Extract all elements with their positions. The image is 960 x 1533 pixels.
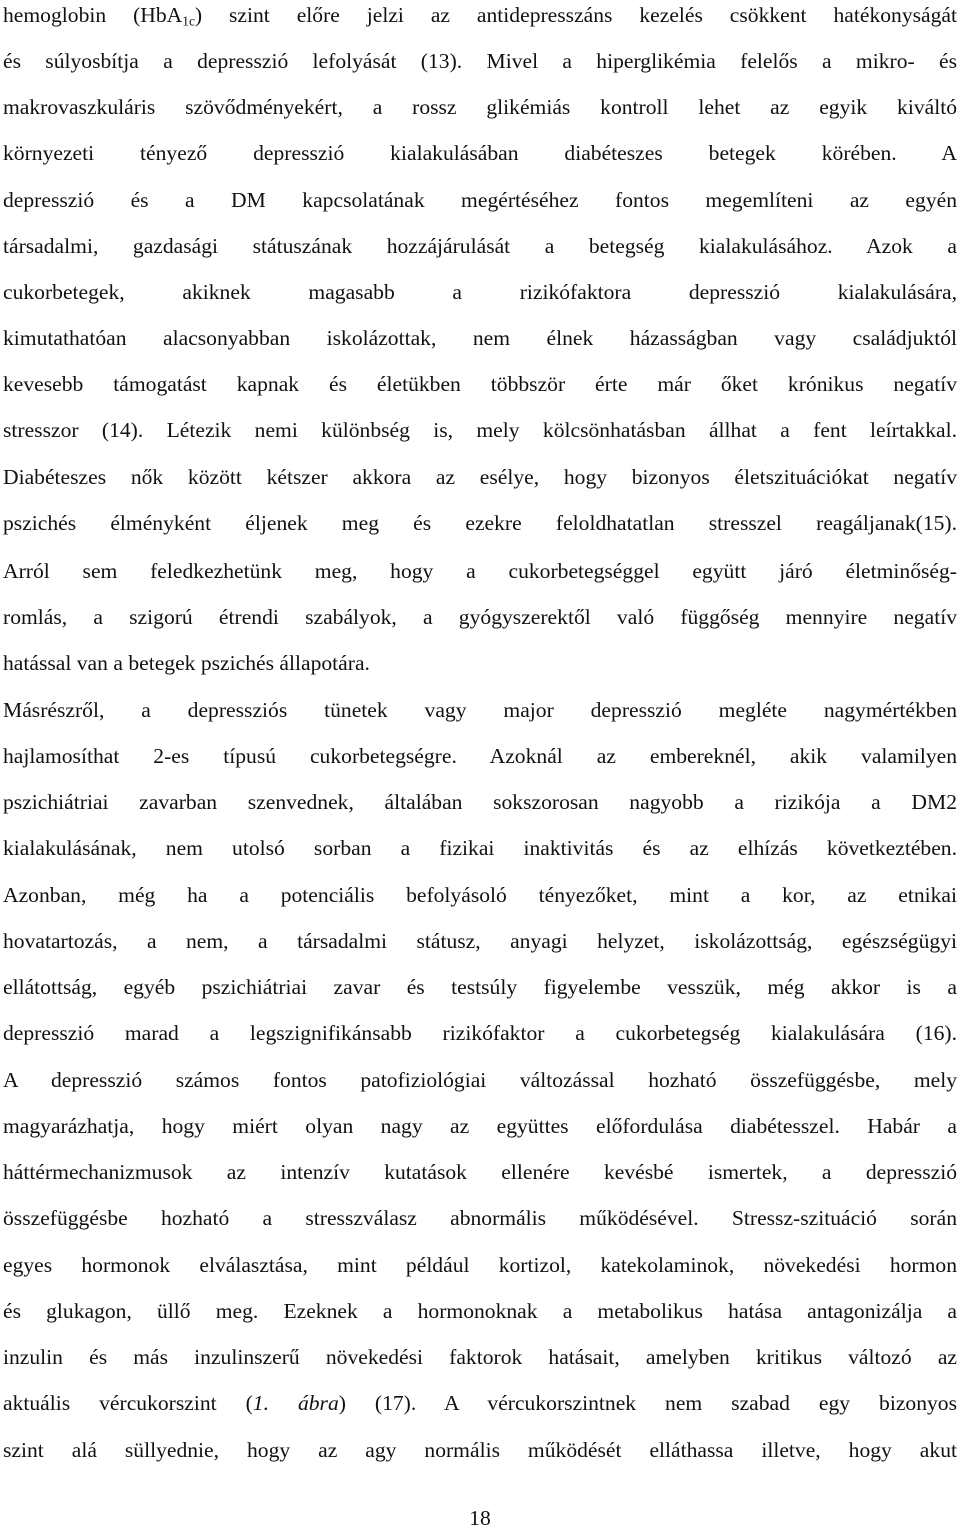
text-line: háttérmechanizmusok az intenzív kutatások ellenére kevésbé ismertek, a depresszió	[3, 1160, 957, 1184]
text-line: A depresszió számos fontos patofiziológiai változással hozható összefüggésbe, mely	[3, 1068, 957, 1092]
text-line: és glukagon, üllő meg. Ezeknek a hormonoknak a metabolikus hatása antagonizálja a	[3, 1299, 957, 1323]
text-line: és súlyosbítja a depresszió lefolyását (13). Mivel a hiperglikémia felelős a mikro- és	[3, 49, 957, 73]
text-line: kialakulásának, nem utolsó sorban a fizikai inaktivitás és az elhízás következtében.	[3, 836, 957, 860]
text-line: kevesebb támogatást kapnak és életükben többször érte már őket krónikus negatív	[3, 372, 957, 396]
text-line: pszichiátriai zavarban szenvednek, általában sokszorosan nagyobb a rizikója a DM2	[3, 790, 957, 814]
text-line: depresszió marad a legszignifikánsabb rizikófaktor a cukorbetegség kialakulására (16).	[3, 1021, 957, 1045]
text-line: szint alá süllyednie, hogy az agy normális működését elláthassa illetve, hogy akut	[3, 1438, 957, 1462]
text-line: ellátottság, egyéb pszichiátriai zavar és testsúly figyelembe vesszük, még akkor is a	[3, 975, 957, 999]
text-line: hemoglobin (HbA$_{1c}$) szint előre jelzi az antidepresszáns kezelés csökkent hatékonyságát	[3, 3, 957, 29]
text-line: hajlamosíthat 2-es típusú cukorbetegségre. Azoknál az embereknél, akik valamilyen	[3, 744, 957, 768]
text-line: hatással van a betegek pszichés állapotára.	[3, 651, 370, 675]
text-line: kimutathatóan alacsonyabban iskolázottak, nem élnek házasságban vagy családjuktól	[3, 326, 957, 350]
text-line: összefüggésbe hozható a stresszválasz abnormális működésével. Stressz-szituáció során	[3, 1206, 957, 1230]
text-line: depresszió és a DM kapcsolatának megértéséhez fontos megemlíteni az egyén	[3, 188, 957, 212]
text-line: stresszor (14). Létezik nemi különbség is, mely kölcsönhatásban állhat a fent leírtakkal.	[3, 418, 957, 442]
text-line: hovatartozás, a nem, a társadalmi státusz, anyagi helyzet, iskolázottság, egészségügyi	[3, 929, 957, 953]
text-line: egyes hormonok elválasztása, mint például kortizol, katekolaminok, növekedési hormon	[3, 1253, 957, 1277]
text-line: Azonban, még ha a potenciális befolyásoló tényezőket, mint a kor, az etnikai	[3, 883, 957, 907]
text-line: inzulin és más inzulinszerű növekedési faktorok hatásait, amelyben kritikus változó az	[3, 1345, 957, 1369]
text-line: romlás, a szigorú étrendi szabályok, a gyógyszerektől való függőség mennyire negatív	[3, 605, 957, 629]
page-number: 18	[469, 1506, 491, 1530]
text-line: pszichés élményként éljenek meg és ezekre feloldhatatlan stresszel reagáljanak(15).	[3, 511, 957, 535]
text-line: makrovaszkuláris szövődményekért, a rossz glikémiás kontroll lehet az egyik kiváltó	[3, 95, 957, 119]
text-line: magyarázhatja, hogy miért olyan nagy az együttes előfordulása diabétesszel. Habár a	[3, 1114, 957, 1138]
text-line: társadalmi, gazdasági státuszának hozzájárulását a betegség kialakulásához. Azok a	[3, 234, 957, 258]
text-line: aktuális vércukorszint (1. ábra) (17). A vércukorszintnek nem szabad egy bizonyos	[3, 1391, 957, 1415]
text-line: környezeti tényező depresszió kialakulásában diabéteszes betegek körében. A	[3, 141, 957, 165]
text-line: Másrészről, a depressziós tünetek vagy major depresszió megléte nagymértékben	[3, 698, 957, 722]
text-line: cukorbetegek, akiknek magasabb a rizikófaktora depresszió kialakulására,	[3, 280, 957, 304]
text-line: Arról sem feledkezhetünk meg, hogy a cukorbetegséggel együtt járó életminőség-	[3, 559, 957, 583]
text-line: Diabéteszes nők között kétszer akkora az esélye, hogy bizonyos életszituációkat negatív	[3, 465, 957, 489]
